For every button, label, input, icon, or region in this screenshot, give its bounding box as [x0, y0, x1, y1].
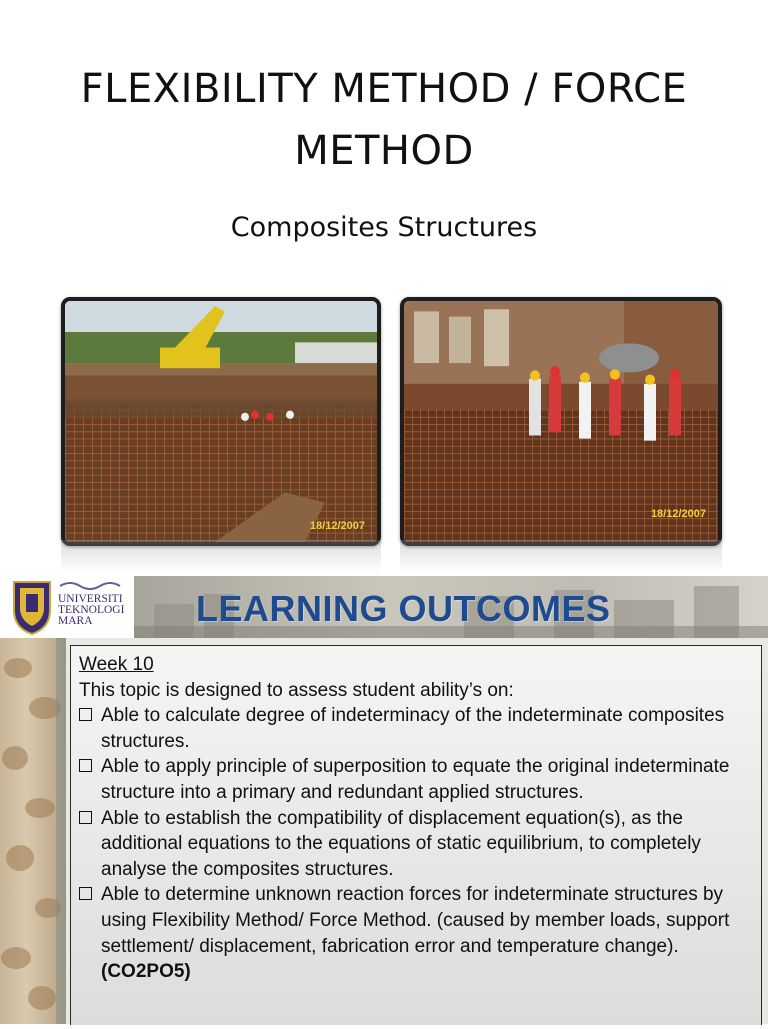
- outcome-item: [79, 703, 755, 754]
- outcome-item: [79, 882, 755, 959]
- outcome-item: [79, 806, 755, 883]
- leaf-texture-image: [0, 638, 66, 1024]
- logo-text-line-2: TEKNOLOGI: [58, 604, 125, 616]
- outcome-item: [79, 754, 755, 805]
- checkbox-bullet-icon: [79, 759, 92, 772]
- photo-2-reflection: [400, 540, 722, 574]
- photo-1-reflection: [61, 540, 381, 574]
- outcome-text: Able to establish the compatibility of displacement equation(s), as the additional equations to the equations of static equilibrium, to completely analyse the composites structures.: [101, 807, 701, 880]
- outcome-text: Able to apply principle of superposition to equate the original indeterminate structure into a primary and redundant applied structures.: [101, 756, 730, 803]
- construction-photo-1-image: [65, 301, 377, 542]
- course-outcome-code: (CO2PO5): [101, 961, 191, 983]
- photo-1-date-stamp: 18/12/2007: [309, 520, 365, 532]
- slide-subtitle: Composites Structures: [230, 212, 538, 243]
- slide-title: [40, 58, 728, 182]
- logo-text-line-1: UNIVERSITI: [58, 593, 123, 605]
- slide-title-line-1: FLEXIBILITY METHOD / FORCE: [80, 66, 688, 112]
- construction-photo-1: [61, 297, 381, 546]
- checkbox-bullet-icon: [79, 887, 92, 900]
- week-label: Week 10: [79, 654, 154, 675]
- slide-title-line-2: METHOD: [294, 128, 474, 174]
- learning-outcomes-slide: [0, 576, 768, 1024]
- construction-photo-2-image: [404, 301, 718, 542]
- intro-text: This topic is designed to assess student ability’s on:: [79, 679, 514, 701]
- banner-title: LEARNING OUTCOMES: [196, 588, 611, 629]
- slide-banner: [0, 576, 768, 638]
- checkbox-bullet-icon: [79, 811, 92, 824]
- uitm-logo: [0, 576, 134, 638]
- outcome-text: Able to determine unknown reaction forces for indeterminate structures by using Flexibility Method/ Force Method. (caused by member loads, support settlement/ displacement, fabrication error and temperature change).: [101, 884, 730, 957]
- decorative-leaf-strip: [0, 638, 66, 1024]
- outcome-text: Able to calculate degree of indeterminacy of the indeterminate composites structures.: [101, 705, 725, 752]
- checkbox-bullet-icon: [79, 708, 92, 721]
- logo-text-line-3: MARA: [58, 615, 93, 627]
- photo-2-date-stamp: 18/12/2007: [650, 508, 706, 520]
- learning-outcomes-content: [79, 652, 755, 985]
- construction-photo-2: [400, 297, 722, 546]
- learning-outcomes-box: [70, 645, 762, 1025]
